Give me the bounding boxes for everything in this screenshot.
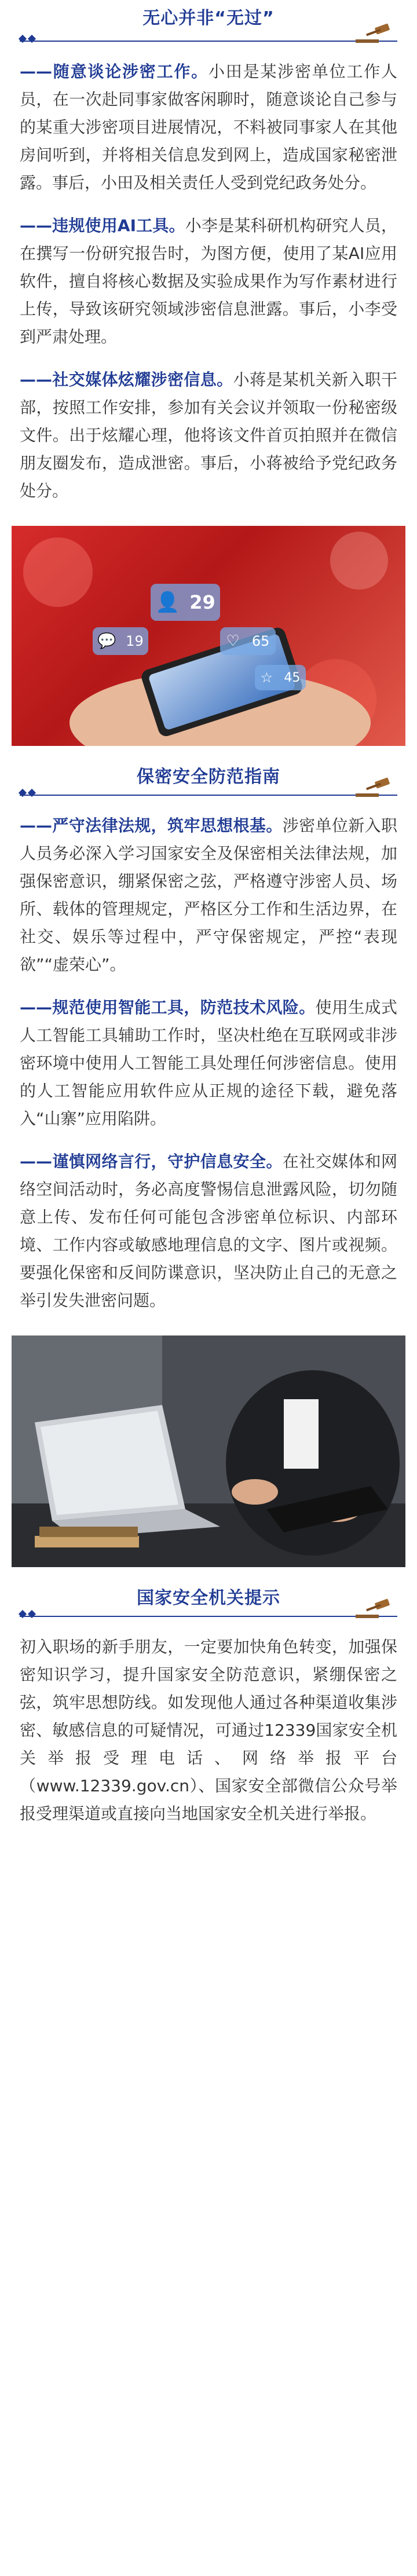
like-count: 29 <box>189 591 215 613</box>
like-badge <box>151 584 220 621</box>
gavel-icon <box>352 1598 394 1619</box>
section-title: 国家安全机关提示 <box>137 1588 280 1608</box>
user-icon: 👤 <box>155 591 180 614</box>
office-laptop-photo <box>12 1335 405 1567</box>
comment-icon: 💬 <box>97 632 116 650</box>
header-underline <box>20 795 397 796</box>
case-paragraph-2 <box>20 212 397 351</box>
section-header-1 <box>20 0 397 46</box>
case-text: 小李是某科研机构研究人员，在撰写一份研究报告时，为图方便，使用了某AI应用软件，擅自将核心数据及实验成果作为写作素材进行上传，导致该研究领域涉密信息泄露。事后，小李受到严肃处理。 <box>20 216 397 346</box>
heart-badge <box>220 627 276 655</box>
tip-paragraph <box>20 1633 397 1828</box>
heart-icon: ♡ <box>226 632 240 650</box>
guide-text: 涉密单位新入职人员务必深入学习国家安全及保密相关法律法规，加强保密意识，绷紧保密之弦，严格遵守涉密人员、场所、载体的管理规定，严格区分工作和生活边界，在社交、娱乐等过程中，严守保密规定，严控“表现欲”“虚荣心”。 <box>20 816 397 974</box>
guide-lead: ——规范使用智能工具，防范技术风险。 <box>20 998 316 1017</box>
guide-paragraph-3 <box>20 1148 397 1315</box>
laptop-illustration <box>12 1335 405 1567</box>
star-count: 45 <box>284 670 301 685</box>
case-text: 小蒋是某机关新入职干部，按照工作安排，参加有关会议并领取一份秘密级文件。出于炫耀心理，他将该文件首页拍照并在微信朋友圈发布，造成泄密。事后，小蒋被给予党纪政务处分。 <box>20 370 397 500</box>
gavel-icon <box>352 23 394 44</box>
case-lead: ——违规使用AI工具。 <box>20 216 185 235</box>
case-paragraph-1 <box>20 58 397 197</box>
guide-text: 在社交媒体和网络空间活动时，务必高度警惕信息泄露风险，切勿随意上传、发布任何可能包含涉密单位标识、内部环境、工作内容或敏感地理信息的文字、图片或视频。要强化保密和反间防谍意识，坚决防止自己的无意之举引发失泄密问题。 <box>20 1152 397 1310</box>
guide-paragraph-1 <box>20 812 397 979</box>
star-badge <box>255 665 306 690</box>
header-underline <box>20 1616 397 1617</box>
section-header-2 <box>20 754 397 800</box>
guide-lead: ——谨慎网络言行，守护信息安全。 <box>20 1152 283 1171</box>
tip-text: 初入职场的新手朋友，一定要加快角色转变，加强保密知识学习，提升国家安全防范意识，紧绷保密之弦，筑牢思想防线。如发现他人通过各种渠道收集涉密、敏感信息的可疑情况，可通过12339国家安全机关举报受理电话、网络举报平台（www.12339.gov.cn）、国家安全部微信公众号举报受理渠道或直接向当地国家安全机关进行举报。 <box>20 1637 397 1823</box>
case-lead: ——社交媒体炫耀涉密信息。 <box>20 370 233 389</box>
phone-illustration <box>12 526 405 746</box>
star-icon: ☆ <box>260 669 273 686</box>
heart-count: 65 <box>251 633 270 649</box>
comment-badge <box>93 627 148 655</box>
gavel-icon <box>352 777 394 798</box>
section-title: 保密安全防范指南 <box>137 767 280 787</box>
comment-count: 19 <box>126 633 144 649</box>
case-lead: ——随意谈论涉密工作。 <box>20 62 209 81</box>
guide-lead: ——严守法律法规，筑牢思想根基。 <box>20 816 283 835</box>
case-paragraph-3 <box>20 366 397 505</box>
header-underline <box>20 41 397 42</box>
social-media-photo <box>12 526 405 746</box>
section-title: 无心并非“无过” <box>142 8 275 28</box>
guide-text: 使用生成式人工智能工具辅助工作时，坚决杜绝在互联网或非涉密环境中使用人工智能工具处理任何涉密信息。使用的人工智能应用软件应从正规的途径下载，避免落入“山寨”应用陷阱。 <box>20 998 397 1128</box>
guide-paragraph-2 <box>20 994 397 1133</box>
section-header-3 <box>20 1575 397 1622</box>
case-text: 小田是某涉密单位工作人员，在一次赴同事家做客闲聊时，随意谈论自己参与的某重大涉密项目进展情况，不料被同事家人在其他房间听到，并将相关信息发到网上，造成国家秘密泄露。事后，小田及相关责任人受到党纪政务处分。 <box>20 62 397 192</box>
